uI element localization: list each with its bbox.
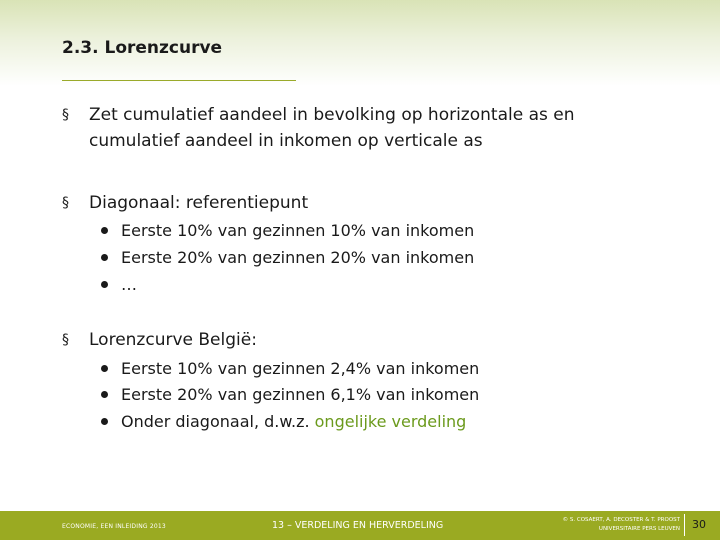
bullet-text-line: Zet cumulatief aandeel in bevolking op horizontale as en bbox=[89, 105, 575, 125]
sub-bullet-item bbox=[101, 410, 466, 433]
sub-bullet-item bbox=[101, 273, 137, 296]
sub-bullet-item bbox=[101, 383, 479, 406]
sub-bullet-text: … bbox=[121, 275, 137, 294]
sub-bullet-dot bbox=[101, 365, 108, 372]
bullet-text-line: cumulatief aandeel in inkomen op verticale as bbox=[89, 131, 483, 151]
sub-bullet-dot bbox=[101, 227, 108, 234]
bullet-marker: § bbox=[62, 332, 69, 348]
footer-chapter: 13 – VERDELING EN HERVERDELING bbox=[272, 520, 444, 531]
sub-bullet-prefix: Onder diagonaal, d.w.z. bbox=[121, 412, 315, 431]
bullet-axes bbox=[62, 102, 679, 154]
sub-bullet-text: Eerste 20% van gezinnen 6,1% van inkomen bbox=[121, 385, 480, 404]
sub-bullet-text: Eerste 20% van gezinnen 20% van inkomen bbox=[121, 248, 475, 267]
footer-copyright bbox=[530, 516, 680, 534]
sub-bullet-dot bbox=[101, 254, 108, 261]
footer-authors: © S. COSAERT, A. DECOSTER & T. PROOST bbox=[562, 517, 680, 523]
sub-bullet-dot bbox=[101, 391, 108, 398]
bullet-marker: § bbox=[62, 107, 69, 123]
footer-publisher: UNIVERSITAIRE PERS LEUVEN bbox=[598, 526, 680, 532]
footer-course-title: ECONOMIE, EEN INLEIDING 2013 bbox=[62, 523, 166, 530]
bullet-marker: § bbox=[62, 195, 69, 211]
highlight-unequal-distribution: ongelijke verdeling bbox=[314, 412, 467, 431]
slide-title: 2.3. Lorenzcurve bbox=[62, 38, 223, 58]
sub-bullet-dot bbox=[101, 418, 108, 425]
sub-bullet-item bbox=[101, 219, 474, 242]
bullet-lorenz-belgium bbox=[62, 327, 679, 353]
sub-bullet-text: Eerste 10% van gezinnen 2,4% van inkomen bbox=[121, 359, 480, 378]
page-number: 30 bbox=[692, 518, 706, 531]
sub-bullet-text bbox=[121, 410, 466, 433]
footer-bar bbox=[0, 511, 720, 540]
footer-separator bbox=[684, 514, 685, 536]
sub-bullet-dot bbox=[101, 281, 108, 288]
bullet-text: Lorenzcurve België: bbox=[89, 330, 257, 350]
sub-bullet-item bbox=[101, 357, 479, 380]
bullet-text: Diagonaal: referentiepunt bbox=[89, 193, 309, 213]
title-underline bbox=[62, 80, 296, 81]
sub-bullet-text: Eerste 10% van gezinnen 10% van inkomen bbox=[121, 221, 475, 240]
bullet-diagonal bbox=[62, 190, 679, 216]
sub-bullet-item bbox=[101, 246, 474, 269]
